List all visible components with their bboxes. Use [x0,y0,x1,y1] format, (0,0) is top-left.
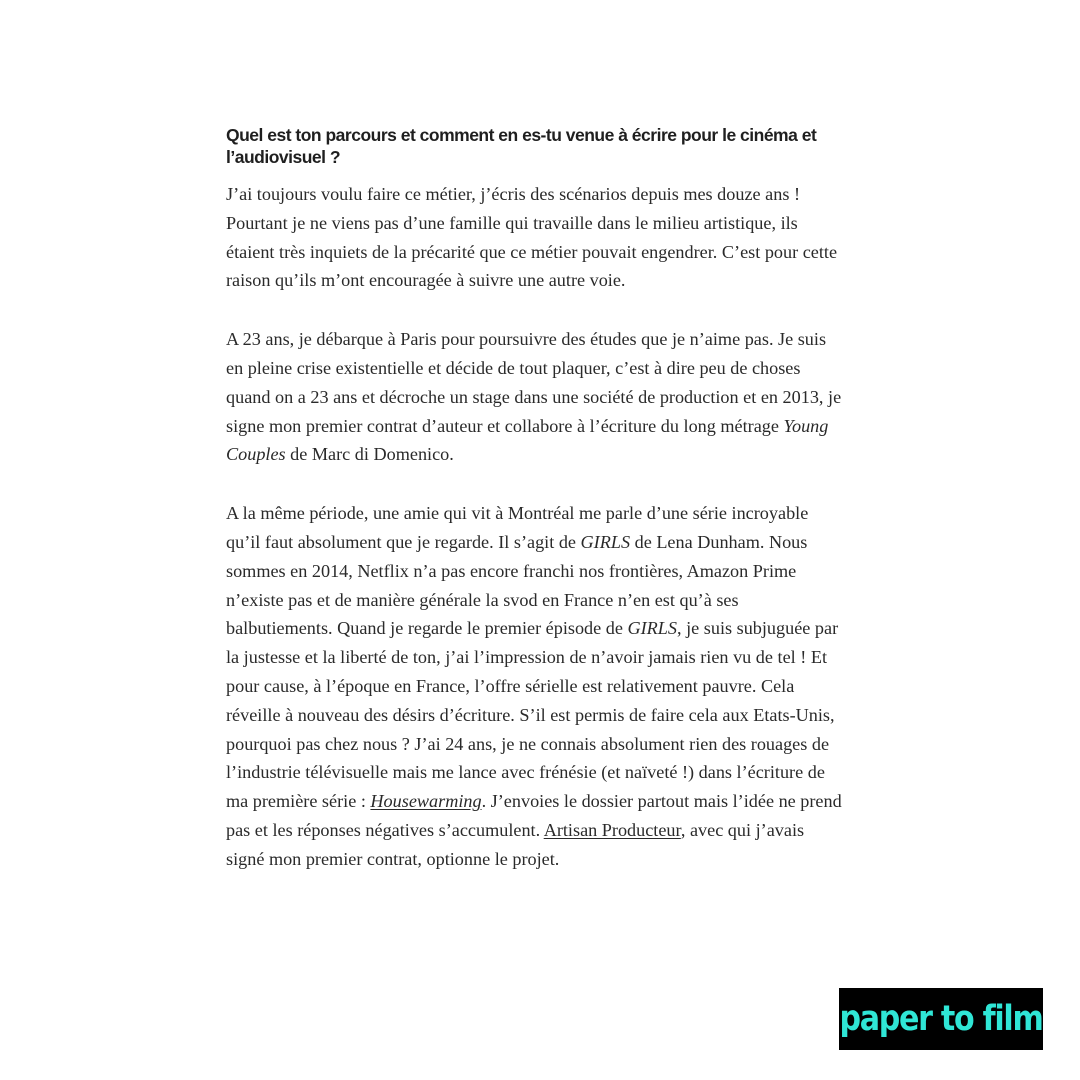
series-title-girls: GIRLS [580,531,631,552]
paragraph-2-text-before: A 23 ans, je débarque à Paris pour poursuivre des études que je n’aime pas. Je suis en pleine crise existentielle et décide de tout plaquer, c’est à dire peu de choses quand on a 23 ans et décroche un stage dans une société de production et en 2013, je signe mon premier contrat d’auteur et collabore à l’écriture du long métrage [226,329,842,436]
paragraph-2-text-after: de Marc di Domenico. [285,444,454,465]
paragraph-3 [226,499,846,873]
paragraph-2 [226,325,846,469]
series-title-girls-2: GIRLS [627,618,677,639]
paragraph-3-seg-4: . J’envoies le dossier partout mais l’idée ne prend pas et les réponses négatives s’accumulent. [226,791,842,840]
logo-text: paper to film [839,999,1043,1039]
housewarming-link[interactable] [370,791,481,811]
paragraph-3-seg-2: de Lena Dunham. Nous sommes en 2014, Netflix n’a pas encore franchi nos frontières, Amazon Prime n’existe pas et de manière générale la svod en France n’en est qu’à ses balbutiements. Quand je regarde le premier épisode de [226,531,808,639]
article-excerpt [226,124,846,874]
film-title-young-couples: Young Couples [226,415,829,465]
paragraph-3-seg-1: A la même période, une amie qui vit à Montréal me parle d’une série incroyable qu’il faut absolument que je regarde. Il s’agit de [226,503,809,552]
paragraph-1: J’ai toujours voulu faire ce métier, j’écris des scénarios depuis mes douze ans ! Pourtant je ne viens pas d’une famille qui travaille dans le milieu artistique, ils étaient très inquiets de la précarité que ce métier pouvait engendrer. C’est pour cette raison qu’ils m’ont encouragée à suivre une autre voie. [226,184,838,291]
paragraph-3-seg-5: , avec qui j’avais signé mon premier contrat, optionne le projet. [226,819,805,869]
paper-to-film-logo [839,988,1043,1050]
interview-question: Quel est ton parcours et comment en es-tu venue à écrire pour le cinéma et l’audiovisuel ? [226,125,817,167]
paragraph-3-seg-3: , je suis subjuguée par la justesse et la liberté de ton, j’ai l’impression de n’avoir jamais rien vu de tel ! Et pour cause, à l’époque en France, l’offre sérielle est relativement pauvre. Cela réveille à nouveau des désirs d’écriture. S’il est permis de faire cela aux Etats-Unis, pourquoi pas chez nous ? J’ai 24 ans, je ne connais absolument rien des rouages de l’industrie télévisuelle mais me lance avec frénésie (et naïveté !) dans l’écriture de ma première série : [226,618,839,812]
artisan-producteur-link[interactable]: Artisan Producteur [543,819,681,840]
housewarming-link-text[interactable]: Housewarming [370,791,482,812]
